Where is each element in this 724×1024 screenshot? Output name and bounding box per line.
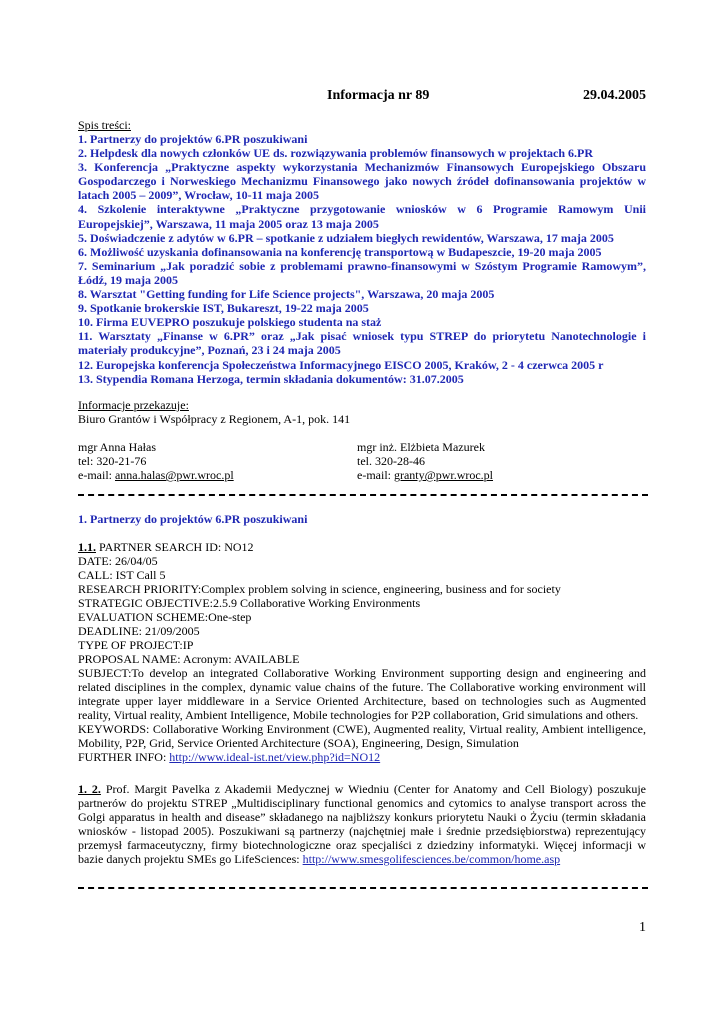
person2-email-label: e-mail: — [357, 468, 394, 482]
toc-item-4[interactable]: 4. Szkolenie interaktywne „Praktyczne przygotowanie wniosków w 6 Programie Ramowym Unii Europejskiej”, Warszawa, 11 maja 2005 oraz 13 maja 2005 — [78, 202, 646, 231]
detail-proposal-name: PROPOSAL NAME: Acronym: AVAILABLE — [78, 652, 300, 666]
toc-item-13[interactable]: 13. Stypendia Romana Herzoga, termin składania dokumentów: 31.07.2005 — [78, 371, 464, 386]
document-header — [327, 88, 646, 104]
section-divider-top — [78, 494, 648, 496]
contact-info — [78, 398, 646, 482]
detail-keywords: KEYWORDS: Collaborative Working Environment (CWE), Augmented reality, Virtual reality, Ambient intelligence, Mobility, P2P, Grid, Service Oriented Architecture (SOA), Engineering, Design, Simulation — [78, 722, 646, 750]
detail-date: DATE: 26/04/05 — [78, 554, 158, 568]
toc-item-9[interactable]: 9. Spotkanie brokerskie IST, Bukareszt, 19-22 maja 2005 — [78, 301, 369, 316]
toc-item-11[interactable]: 11. Warsztaty „Finanse w 6.PR” oraz „Jak pisać wniosek typu STREP do priorytetu Nanotechnologie i materiały produkcyjne”, Poznań, 23 i 24 maja 2005 — [78, 329, 646, 358]
toc-item-3[interactable]: 3. Konferencja „Praktyczne aspekty wykorzystania Mechanizmów Finansowych Europejskiego Obszaru Gospodarczego i Norweskiego Mechanizmu Finansowego jako nowych źródeł dofinansowania projektów w latach 2005 – 2009”, Wrocław, 10-11 maja 2005 — [78, 160, 646, 203]
page-number: 1 — [639, 920, 646, 935]
toc-item-12[interactable]: 12. Europejska konferencja Społeczeństwa Informacyjnego EISCO 2005, Kraków, 2 - 4 czerwca 2005 r — [78, 357, 604, 372]
section-1-title: 1. Partnerzy do projektów 6.PR poszukiwani — [78, 512, 308, 526]
person2-tel: tel. 320-28-46 — [357, 454, 425, 468]
further-info-link[interactable]: http://www.ideal-ist.net/view.php?id=NO12 — [169, 750, 381, 764]
partner-request-block — [78, 782, 646, 866]
document-title: Informacja nr 89 — [327, 88, 430, 103]
person1-email-label: e-mail: — [78, 468, 115, 482]
toc-item-6[interactable]: 6. Możliwość uzyskania dofinansowania na konferencję transportową w Budapeszcie, 19-20 maja 2005 — [78, 244, 602, 259]
person1-name: mgr Anna Hałas — [78, 440, 156, 454]
toc-item-7[interactable]: 7. Seminarium „Jak poradzić sobie z problemami prawno-finansowymi w Szóstym Programie Ramowym”, Łódź, 19 maja 2005 — [78, 258, 646, 287]
section-divider-bottom — [78, 887, 648, 889]
toc-item-2[interactable]: 2. Helpdesk dla nowych członków UE ds. rozwiązywania problemów finansowych w projektach 6.PR — [78, 146, 594, 161]
contact-office: Biuro Grantów i Współpracy z Regionem, A-1, pok. 141 — [78, 412, 351, 426]
toc-item-5[interactable]: 5. Doświadczenie z adytów w 6.PR – spotkanie z udziałem biegłych rewidentów, Warszawa, 17 maja 2005 — [78, 230, 614, 245]
item-1-2-text: Prof. Margit Pavelka z Akademii Medycznej w Wiedniu (Center for Anatomy and Cell Biology) poszukuje partnerów do projektu STREP „Multidisciplinary functional genomics and cytomics to analyse transport across the Golgi apparatus in health and disease” składanego na najbliższy konkurs priorytetu Nauki o Życiu (termin składania wniosków - listopad 2005). Poszukiwani są partnerzy (najchętniej małe i średnie przedsiębiorstwa) reprezentujący przemysł farmaceutyczny, firmy biotechnologiczne oraz specjaliści z dziedziny informatyki. Więcej informacji w bazie danych projektu SMEs go LifeSciences: — [78, 782, 646, 866]
person1-email-link[interactable]: anna.halas@pwr.wroc.pl — [114, 468, 234, 482]
person1-tel: tel: 320-21-76 — [78, 454, 147, 468]
toc-item-8[interactable]: 8. Warsztat "Getting funding for Life Science projects", Warszawa, 20 maja 2005 — [78, 287, 495, 302]
toc-heading: Spis treści: — [78, 118, 131, 132]
detail-strategic-objective: STRATEGIC OBJECTIVE:2.5.9 Collaborative Working Environments — [78, 596, 421, 610]
detail-evaluation-scheme: EVALUATION SCHEME:One-step — [78, 610, 252, 624]
toc-item-1[interactable]: 1. Partnerzy do projektów 6.PR poszukiwani — [78, 132, 308, 146]
table-of-contents — [78, 118, 646, 386]
contact-heading: Informacje przekazuje: — [78, 398, 189, 412]
partner-search-block — [78, 540, 646, 764]
item-1-2-number: 1. 2. — [78, 782, 101, 796]
document-date: 29.04.2005 — [583, 88, 646, 103]
smes-lifesciences-link[interactable]: http://www.smesgolifesciences.be/common/home.asp — [302, 852, 561, 866]
further-info-label: FURTHER INFO: — [78, 750, 170, 764]
detail-call: CALL: IST Call 5 — [78, 568, 166, 582]
detail-subject: SUBJECT:To develop an integrated Collaborative Working Environment supporting design and engineering and related disciplines in the complex, dynamic value chains of the future. The Collaborative working environment will integrate upper layer middleware in a Service Oriented Architecture, based on technologies such as Augmented reality, Virtual reality, Ambient Intelligence, Mobile technologies for P2P collaboration, Grid simulations and others. — [78, 666, 646, 722]
detail-research-priority: RESEARCH PRIORITY:Complex problem solving in science, engineering, business and for society — [78, 582, 561, 596]
detail-project-type: TYPE OF PROJECT:IP — [78, 638, 194, 652]
person2-email-link[interactable]: granty@pwr.wroc.pl — [393, 468, 494, 482]
item-1-1-number: 1.1. — [78, 540, 96, 554]
person2-name: mgr inż. Elżbieta Mazurek — [357, 440, 485, 454]
detail-deadline: DEADLINE: 21/09/2005 — [78, 624, 200, 638]
toc-item-10[interactable]: 10. Firma EUVEPRO poszukuje polskiego studenta na staż — [78, 315, 382, 330]
partner-search-id: PARTNER SEARCH ID: NO12 — [96, 540, 254, 554]
